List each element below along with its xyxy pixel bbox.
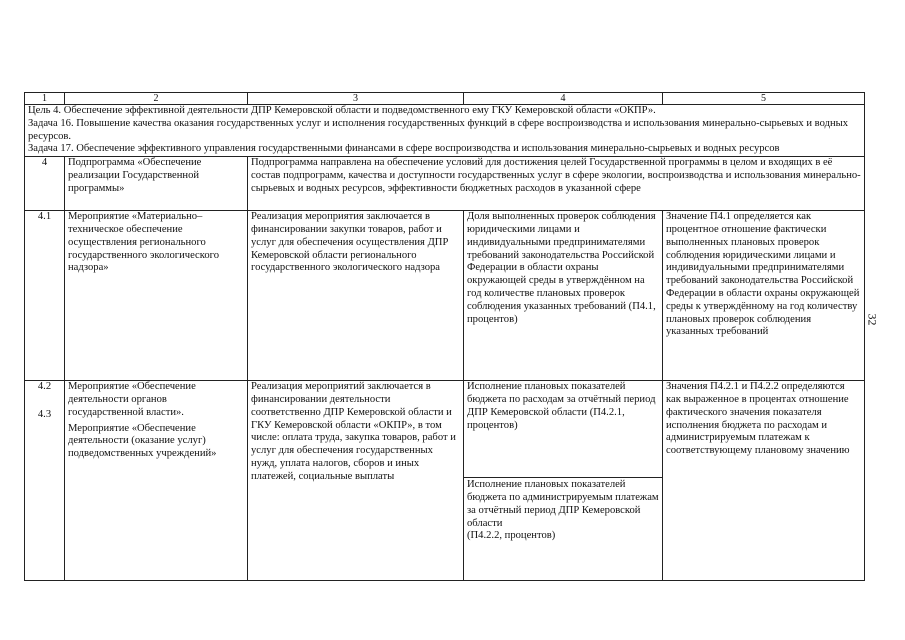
row-4-name: Подпрограмма «Обеспечение реализации Государственной программы» (65, 157, 248, 211)
row-4-number: 4 (25, 157, 65, 211)
row-4-2-names (65, 381, 248, 581)
row-4-1-name: Мероприятие «Материально–техническое обеспечение осуществления регионального государственного экологического надзора» (65, 211, 248, 381)
table-row-4-1 (25, 211, 865, 381)
indicator-p4-2-2: Исполнение плановых показателей бюджета по администрируемым платежам за отчётный период ДПР Кемеровской области (П4.2.2, процентов) (467, 479, 659, 542)
program-table (24, 92, 865, 581)
row-4-1-number: 4.1 (25, 211, 65, 381)
column-number-2: 2 (65, 93, 248, 105)
column-number-5: 5 (663, 93, 865, 105)
row-4-2-numbers (25, 381, 65, 581)
goal-4-text: Цель 4. Обеспечение эффективной деятельности ДПР Кемеровской области и подведомственного ему ГКУ Кемеровской области «ОКПР». (28, 105, 656, 116)
row-4-1-description: Реализация мероприятия заключается в финансировании закупки товаров, работ и услуг для обеспечения осуществления ДПР Кемеровской области регионального государственного экологического надзора (248, 211, 464, 381)
row-4-description: Подпрограмма направлена на обеспечение условий для достижения целей Государственной программы в целом и входящих в её состав подпрограмм, качества и доступности государственных услуг в сфере экологии, воспроизводства и использования минерально-сырьевых и водных ресурсов, эффективности бюджетных расходов в указанной сфере (248, 157, 865, 211)
row-4-3-name: Мероприятие «Обеспечение деятельности (оказание услуг) подведомственных учреждений» (68, 422, 217, 460)
row-4-1-method: Значение П4.1 определяется как процентное отношение фактически выполненных плановых проверок соблюдения юридическими лицами и индивидуальными предпринимателями требований законодательства Российской Федерации в области охраны окружающей среды к утверждённому на год количеству плановых проверок соблюдения указанных требований (663, 211, 865, 381)
table-row-4 (25, 157, 865, 211)
row-4-2-indicators (464, 381, 663, 581)
column-number-4: 4 (464, 93, 663, 105)
task-17-text: Задача 17. Обеспечение эффективного управления государственными финансами в сфере воспроизводства и использования минерально-сырьевых и водных ресурсов (28, 143, 780, 155)
row-4-2-name: Мероприятие «Обеспечение деятельности органов государственной власти». (68, 381, 196, 418)
row-4-2-number: 4.2 (37, 381, 52, 393)
indicator-p4-2-1: Исполнение плановых показателей бюджета по расходам за отчётный период ДПР Кемеровской области (П4.2.1, процентов) (464, 381, 662, 478)
row-4-2-method: Значения П4.2.1 и П4.2.2 определяются как выраженное в процентах отношение фактического значения показателя исполнения бюджета по расходам и администрируемым платежам к соответствующему плановому значению (663, 381, 865, 581)
table-row-4-2 (25, 381, 865, 581)
goal-cell (25, 105, 865, 157)
page-number: 32 (865, 313, 880, 326)
goal-row (25, 105, 865, 157)
task-16-text: Задача 16. Повышение качества оказания государственных услуг и исполнения государственных функций в сфере воспроизводства и использования минерально-сырьевых и водных ресурсов. (28, 117, 849, 142)
row-4-2-description: Реализация мероприятий заключается в финансировании деятельности соответственно ДПР Кемеровской области и ГКУ Кемеровской области «ОКПР», в том числе: оплата труда, закупка товаров, работ и услуг для обеспечения государственных нужд, уплата налогов, сборов и иных платежей, социальные выплаты (248, 381, 464, 581)
row-4-1-indicator: Доля выполненных проверок соблюдения юридическими лицами и индивидуальными предпринимателями требований законодательства Российской Федерации в области охраны окружающей среды в утверждённом на год количестве плановых проверок соблюдения указанных требований (П4.1, процентов) (464, 211, 663, 381)
column-number-1: 1 (25, 93, 65, 105)
column-number-3: 3 (248, 93, 464, 105)
column-number-row (25, 93, 865, 105)
row-4-3-number: 4.3 (37, 408, 52, 420)
